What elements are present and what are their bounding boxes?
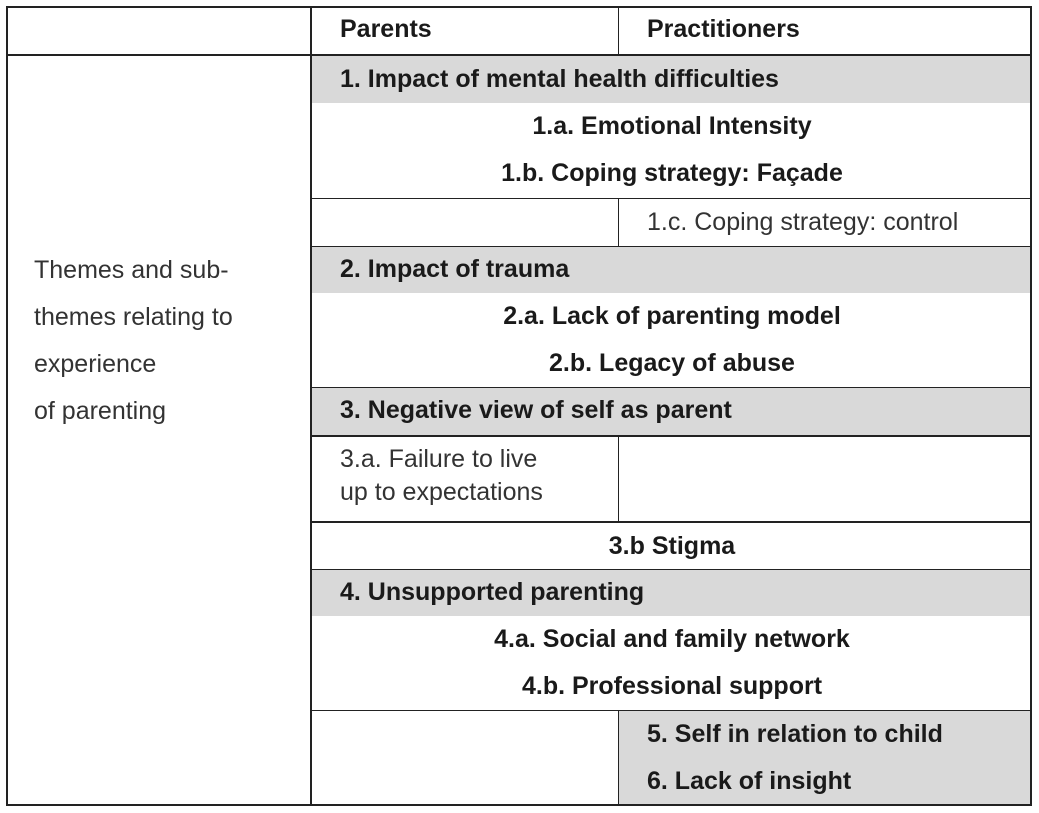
border-top	[6, 6, 1032, 8]
theme-2: 2. Impact of trauma	[340, 255, 570, 283]
header-practitioners: Practitioners	[647, 15, 800, 43]
rule	[312, 521, 1032, 523]
rule	[312, 569, 1032, 570]
theme-5: 5. Self in relation to child	[647, 720, 943, 748]
rule	[312, 198, 1032, 199]
subtheme-1b: 1.b. Coping strategy: Façade	[501, 159, 843, 187]
theme-3: 3. Negative view of self as parent	[340, 396, 732, 424]
subtheme-3a-line: 3.a. Failure to live	[340, 445, 538, 473]
column-divider-2	[618, 198, 619, 246]
theme-6: 6. Lack of insight	[647, 767, 852, 795]
border-bottom	[6, 804, 1032, 806]
themes-table	[6, 6, 1032, 806]
subtheme-3a-line: up to expectations	[340, 478, 543, 506]
rule	[312, 435, 1032, 437]
side-label-line: themes relating to	[34, 303, 233, 331]
rule	[312, 387, 1032, 388]
side-label	[34, 247, 233, 435]
rule	[312, 246, 1032, 247]
column-divider-2	[618, 6, 619, 56]
column-divider-2	[618, 435, 619, 523]
side-label-line: of parenting	[34, 397, 167, 425]
header-parents: Parents	[340, 15, 432, 43]
column-divider-2	[618, 710, 619, 806]
subtheme-3b: 3.b Stigma	[608, 532, 736, 560]
side-label-line: Themes and sub-	[34, 256, 229, 284]
column-divider-1	[310, 6, 312, 806]
subtheme-1a: 1.a. Emotional Intensity	[532, 112, 812, 140]
subtheme-3a	[312, 437, 619, 521]
side-label-line: experience	[34, 350, 157, 378]
subtheme-4b: 4.b. Professional support	[521, 672, 823, 700]
subtheme-2b: 2.b. Legacy of abuse	[549, 349, 795, 377]
border-right	[1030, 6, 1032, 806]
border-left	[6, 6, 8, 806]
subtheme-2a: 2.a. Lack of parenting model	[503, 302, 841, 330]
subtheme-4a: 4.a. Social and family network	[494, 625, 850, 653]
theme-1: 1. Impact of mental health difficulties	[340, 65, 779, 93]
theme-4: 4. Unsupported parenting	[340, 578, 645, 606]
rule-header	[6, 54, 1032, 56]
subtheme-1c: 1.c. Coping strategy: control	[647, 208, 959, 236]
rule	[312, 710, 1032, 711]
